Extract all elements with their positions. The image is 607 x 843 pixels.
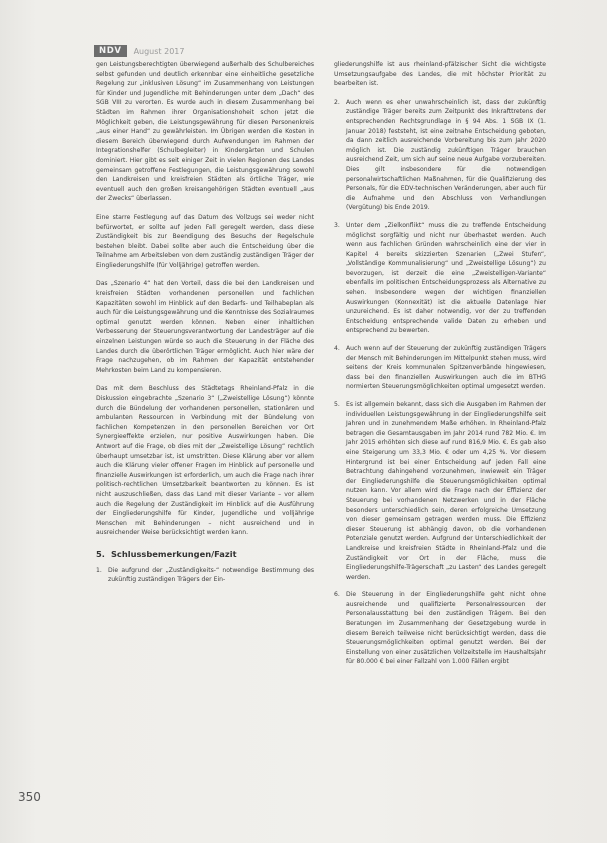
right-column [334, 60, 546, 675]
section-heading [96, 550, 314, 560]
page-number: 350 [18, 790, 41, 804]
numbered-item [334, 590, 546, 667]
paragraph: gen Leistungsberechtigten überwiegend außerhalb des Schulbereiches selbst gefunden und deutlich erkennbar eine einheitliche gesetzliche Regelung zur „inklusiven Lösung“ im Zusammenhang von Leistungen für Kinder und Jugendliche mit Behinderungen unter dem „Dach“ des SGB VIII zu verorten. Es wurde auch in diesem Zusammenhang bei Städten im Rahmen ihrer Organisationshoheit schon jetzt die Möglichkeit geben, die Leistungsgewährung für diesen Personenkreis „aus einer Hand“ zu gewährleisten. Im Übrigen werden die Kosten in diesem Bereich überwiegend durch Aufwendungen im Rahmen der Integrationshelfer (Schulbegleiter) in Kindergärten und Schulen dominiert. Hier gibt es seit einiger Zeit in vielen Regionen des Landes gemeinsam getroffene Festlegungen, die Leistungsgewährung sowohl den Landkreisen und kreisfreien Städten als örtliche Träger, wie eventuell auch den großen kreisangehörigen Städten eventuell „aus der Zwecks“ überlassen. [96, 61, 314, 203]
item-number: 1. [96, 566, 102, 574]
paragraph: Eine starre Festlegung auf das Datum des Vollzugs sei weder nicht befürwortet, er sollte auf jeden Fall geregelt werden, dass diese Zuständigkeit bis zur Beendigung des Besuchs der Regelschule bestehen bleibt. Dabei sollte aber auch die Entscheidung über die Teilnahme am Arbeitsleben von dem zuständig zuständigen Träger der Eingliederungshilfe (für Volljährige) getroffen werden. [96, 213, 314, 269]
paragraph: Das mit dem Beschluss des Städtetags Rheinland-Pfalz in die Diskussion eingebrachte „Szenario 3“ („Zweistellige Lösung“) könnte durch die Bündelung der vorhandenen personellen, stationären und ambulanten Ressourcen in Verbindung mit der Bündelung von fachlichen Kompetenzen in den personellen Bereichen vor Ort Synergieeffekte erzielen, nur positive Auswirkungen haben. Die Antwort auf die Frage, ob dies mit der „Zweistellige Lösung“ rechtlich überhaupt umsetzbar ist, ist umstritten. Diese Klärung aber vor allem auch die Klärung vieler offener Fragen im Hinblick auf personelle und finanzielle Auswirkungen ist erforderlich, um auch die Frage nach ihrer politisch-rechtlichen Umsetzbarkeit beantworten zu können. Es ist nicht auszuschließen, dass das Land mit dieser Variante – vor allem auch die Regelung der Zuständigkeit im Hinblick auf die Ausführung der Eingliederungshilfe für Kinder, Jugendliche und volljährige Menschen mit Behinderungen – nicht ausreichend und in ausreichender Weise berücksichtigt werden kann. [96, 385, 314, 537]
paragraph: Das „Szenario 4“ hat den Vorteil, dass die bei den Landkreisen und kreisfreien Städten vorhandenen personellen und fachlichen Kapazitäten sowohl im Hinblick auf den Bedarfs- und Teilhabeplan als auch für die Leistungsgewährung und die Kenntnisse des Sozialraumes optimal genutzt werden können. Neben einer inhaltlichen Verbesserung der Steuerungsverantwortung der Landesträger auf die einzelnen Leistungen würde so auch die Steuerung in der Fläche des Landes durch die überörtlichen Träger ermöglicht. Auch hier wäre der Frage nachzugehen, ob im Rahmen der Kapazität entstehender Mehrkosten beim Land zu kompensieren. [96, 280, 314, 374]
item-number: 4. [334, 345, 340, 353]
numbered-item [96, 566, 314, 585]
item-text: Die aufgrund der „Zuständigkeits-“ notwendige Bestimmung des zukünftig zuständigen Trägers der Ein- [108, 566, 314, 584]
numbered-item [334, 221, 546, 336]
item-text: Die Steuerung in der Eingliederungshilfe geht nicht ohne ausreichende und qualifizierte Personalressourcen der Personalausstattung bei den zuständigen Trägern. Bei den Beratungen im Zusammenhang der Gesetzgebung wurde in diesem Bereich teilweise nicht berücksichtigt werden, dass die Steuerungsmöglichkeiten optimal genutzt werden. Bei der Einstellung von einer zusätzlichen Vollzeitstelle im Haushaltsjahr für 80.000 € bei einer Fallzahl von 1.000 Fällen ergibt [346, 591, 546, 666]
item-text: Es ist allgemein bekannt, dass sich die Ausgaben im Rahmen der individuellen Leistungsgewährung in der Eingliederungshilfe seit Jahren und in zunehmendem Maße erhöhen. In Rheinland-Pfalz betragen die Gesamtausgaben im Jahr 2014 rund 782 Mio. €. Im Jahr 2015 erhöhten sich diese auf rund 816,9 Mio. €. Es gab also eine Steigerung um 33,3 Mio. € oder um 4,25 %. Vor diesem Hintergrund ist bei einer Entscheidung auf jeden Fall eine Betrachtung dahingehend vorzunehmen, inwieweit ein Träger der Eingliederungshilfe die Steuerungsmöglichkeiten optimal nutzen kann. Vor allem wird die Frage nach der Effizienz der Steuerung bei vorhandenen Netzwerken und in der Fläche besonders unterschiedlich sein, deren erfolgreiche Umsetzung von dieser gemeinsam getragen werden muss. Die Effizienz dieser Steuerung ist abhängig davon, ob die vorhandenen Potenziale genutzt werden. Aufgrund der Unterschiedlichkeit der Landkreise und kreisfreien Städte in Rheinland-Pfalz und die Zuständigkeit vor Ort in der Fläche, muss die Eingliederungshilfe-Trägerschaft „zu Lasten“ des Landes geregelt werden. [346, 401, 546, 581]
item-number: 5. [334, 401, 340, 408]
item-text: Unter dem „Zielkonflikt“ muss die zu treffende Entscheidung möglichst sorgfältig und nicht nur überhastet werden. Auch wenn aus fachlichen Gründen wahrscheinlich eine der vier in Kapitel 4 bereits skizzierten Szenarien („Zwei Stufen“, „Vollständige Kommunalisierung“ und „Zweistellige Lösung“) zu bevorzugen, ist derzeit die eine „Zweistelligen-Variante“ ebenfalls im politischen Entscheidungsprozess als Alternative zu sehen. Insbesondere wegen der wichtigen finanziellen Auswirkungen (Konnexität) ist die aktuelle Datenlage hier unzureichend. Es ist daher notwendig, vor der zu treffenden Entscheidung entsprechende valide Daten zu erheben und entsprechend zu bewerten. [346, 221, 546, 335]
item-number: 2. [334, 98, 340, 106]
item-number: 3. [334, 221, 340, 229]
item-number: 6. [334, 591, 340, 599]
numbered-item [334, 400, 546, 582]
page-header [94, 44, 184, 58]
numbered-item [334, 344, 546, 392]
item-text: Auch wenn auf der Steuerung der zukünftig zuständigen Trägers der Mensch mit Behinderungen im Mittelpunkt stehen muss, wird seitens der Kreis kommunalen Spitzenverbände hingewiesen, dass bei den finanziellen Auswirkungen auch die im BTHG normierten Steuerungsmöglichkeiten optimal umgesetzt werden. [346, 345, 546, 391]
section-title: Schlussbemerkungen/Fazit [110, 548, 237, 559]
item-text: Auch wenn es eher unwahrscheinlich ist, dass der zukünftig zuständige Träger bereits zum Zeitpunkt des Inkrafttretens der entsprechenden Rechtsgrundlage in § 94 Abs. 1 SGB IX (1. Januar 2018) feststeht, ist eine zeitnahe Entscheidung geboten, da dann zeitlich ausreichende Vorbereitung bis zum Jahr 2020 möglich ist. Die zuständig zukünftigen Träger brauchen ausreichend Zeit, um sich auf seine neue Aufgabe vorzubereiten. Dies gilt insbesondere für die notwendigen personalwirtschaftlichen Maßnahmen, für die Qualifizierung des Personals, für die EDV-technischen Veränderungen, aber auch für die Aufnahme und den Abschluss von Verhandlungen (Vergütung) bis Ende 2019. [346, 98, 546, 212]
paragraph: gliederungshilfe ist aus rheinland-pfälzischer Sicht die wichtigste Umsetzungsaufgabe des Landes, die mit höchster Priorität zu bearbeiten ist. [334, 61, 546, 88]
numbered-item [334, 98, 546, 213]
journal-badge: NDV [94, 45, 127, 57]
section-number: 5. [96, 548, 105, 559]
issue-date: August 2017 [133, 46, 185, 56]
left-column [96, 60, 314, 593]
